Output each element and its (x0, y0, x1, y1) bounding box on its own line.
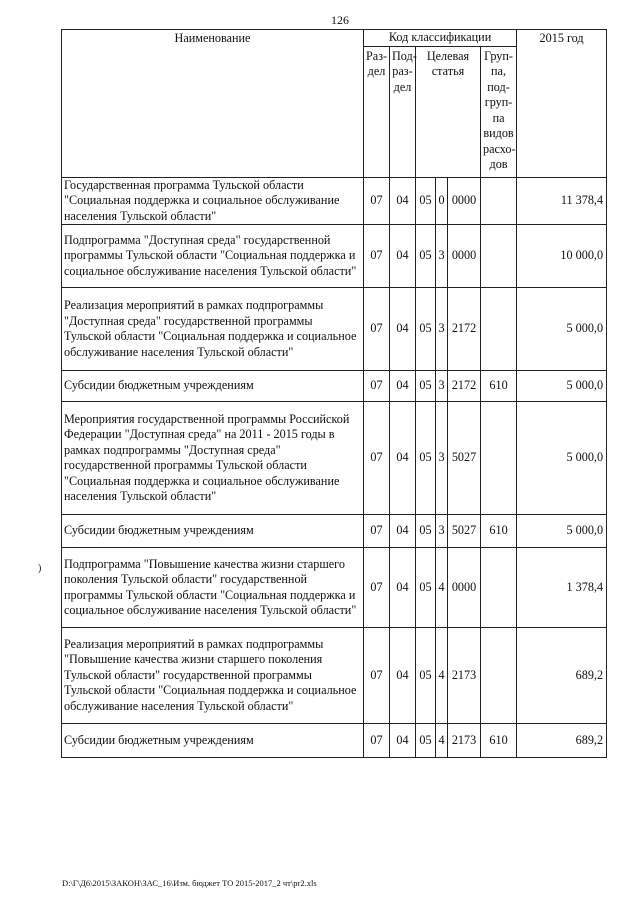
header-expense-group: Груп- па, под- груп- па видов расхо- дов (481, 46, 517, 177)
table-row (62, 177, 607, 225)
header-target-article: Целевая статья (416, 46, 481, 177)
row-target-direction: 0000 (448, 177, 481, 225)
table-row (62, 288, 607, 371)
table-row (62, 628, 607, 724)
row-name: Реализация мероприятий в рамках подпрограммы "Доступная среда" государственной программы Тульской области "Социальная поддержка и социальное обслуживание населения Тульской области" (62, 288, 364, 371)
row-section: 07 (364, 402, 390, 515)
row-subsection: 04 (390, 225, 416, 288)
header-classification-code: Код классификации (364, 30, 517, 47)
row-target-subprogram: 3 (436, 402, 448, 515)
row-section: 07 (364, 515, 390, 548)
row-target-subprogram: 4 (436, 628, 448, 724)
row-subsection: 04 (390, 628, 416, 724)
row-section: 07 (364, 225, 390, 288)
row-name: Субсидии бюджетным учреждениям (62, 724, 364, 758)
side-mark: ) (38, 563, 42, 574)
row-name: Субсидии бюджетным учреждениям (62, 515, 364, 548)
row-amount: 5 000,0 (517, 288, 607, 371)
header-section: Раз- дел (364, 46, 390, 177)
row-target-subprogram: 3 (436, 371, 448, 402)
row-expense-group: 610 (481, 371, 517, 402)
table-row (62, 515, 607, 548)
table-row (62, 402, 607, 515)
row-target-direction: 2173 (448, 724, 481, 758)
table-row (62, 724, 607, 758)
row-target-program: 05 (416, 177, 436, 225)
row-amount: 689,2 (517, 628, 607, 724)
row-target-direction: 2172 (448, 371, 481, 402)
row-expense-group (481, 548, 517, 628)
row-name: Подпрограмма "Доступная среда" государственной программы Тульской области "Социальная поддержка и социальное обслуживание населения Тульской области" (62, 225, 364, 288)
row-expense-group: 610 (481, 724, 517, 758)
row-target-program: 05 (416, 515, 436, 548)
row-subsection: 04 (390, 548, 416, 628)
row-expense-group (481, 628, 517, 724)
row-target-subprogram: 4 (436, 724, 448, 758)
row-expense-group: 610 (481, 515, 517, 548)
row-subsection: 04 (390, 402, 416, 515)
row-amount: 1 378,4 (517, 548, 607, 628)
row-name: Мероприятия государственной программы Российской Федерации "Доступная среда" на 2011 - 2015 годы в рамках подпрограммы "Доступная среда" государственной программы Тульской области "Социальная поддержка и социальное обслуживание населения Тульской области" (62, 402, 364, 515)
row-target-program: 05 (416, 724, 436, 758)
row-expense-group (481, 288, 517, 371)
row-target-direction: 2172 (448, 288, 481, 371)
row-subsection: 04 (390, 724, 416, 758)
row-amount: 689,2 (517, 724, 607, 758)
row-target-program: 05 (416, 628, 436, 724)
row-subsection: 04 (390, 177, 416, 225)
row-name: Подпрограмма "Повышение качества жизни старшего поколения Тульской области" государственной программы Тульской области "Социальная поддержка и социальное обслуживание населения Тульской области" (62, 548, 364, 628)
row-subsection: 04 (390, 515, 416, 548)
page-number: 126 (331, 13, 349, 27)
row-target-subprogram: 3 (436, 225, 448, 288)
row-section: 07 (364, 548, 390, 628)
row-amount: 11 378,4 (517, 177, 607, 225)
row-subsection: 04 (390, 371, 416, 402)
row-amount: 5 000,0 (517, 402, 607, 515)
row-target-subprogram: 3 (436, 288, 448, 371)
table-row (62, 548, 607, 628)
row-target-program: 05 (416, 288, 436, 371)
row-target-program: 05 (416, 225, 436, 288)
row-name: Государственная программа Тульской области "Социальная поддержка и социальное обслуживание населения Тульской области" (62, 177, 364, 225)
row-amount: 10 000,0 (517, 225, 607, 288)
row-amount: 5 000,0 (517, 371, 607, 402)
row-target-direction: 0000 (448, 225, 481, 288)
table-row (62, 225, 607, 288)
table-row (62, 371, 607, 402)
row-target-direction: 5027 (448, 515, 481, 548)
row-subsection: 04 (390, 288, 416, 371)
row-expense-group (481, 177, 517, 225)
row-target-subprogram: 0 (436, 177, 448, 225)
header-name: Наименование (62, 30, 364, 178)
row-target-program: 05 (416, 371, 436, 402)
row-expense-group (481, 225, 517, 288)
footer-file-path: D:\Г\Д6\2015\ЗАКОН\ЗАС_16\Изм. бюджет ТО 2015-2017_2 чт\pr2.xls (62, 878, 317, 888)
row-section: 07 (364, 628, 390, 724)
row-section: 07 (364, 724, 390, 758)
row-name: Субсидии бюджетным учреждениям (62, 371, 364, 402)
header-year: 2015 год (517, 30, 607, 178)
row-target-direction: 2173 (448, 628, 481, 724)
row-section: 07 (364, 371, 390, 402)
header-subsection: Под- раз- дел (390, 46, 416, 177)
row-target-subprogram: 4 (436, 548, 448, 628)
row-expense-group (481, 402, 517, 515)
row-target-program: 05 (416, 402, 436, 515)
budget-table (61, 29, 607, 758)
row-target-program: 05 (416, 548, 436, 628)
row-target-direction: 5027 (448, 402, 481, 515)
row-target-subprogram: 3 (436, 515, 448, 548)
row-section: 07 (364, 288, 390, 371)
row-section: 07 (364, 177, 390, 225)
row-amount: 5 000,0 (517, 515, 607, 548)
row-target-direction: 0000 (448, 548, 481, 628)
row-name: Реализация мероприятий в рамках подпрограммы "Повышение качества жизни старшего поколения Тульской области" государственной программы Тульской области "Социальная поддержка и социальное обслуживание населения Тульской области" (62, 628, 364, 724)
